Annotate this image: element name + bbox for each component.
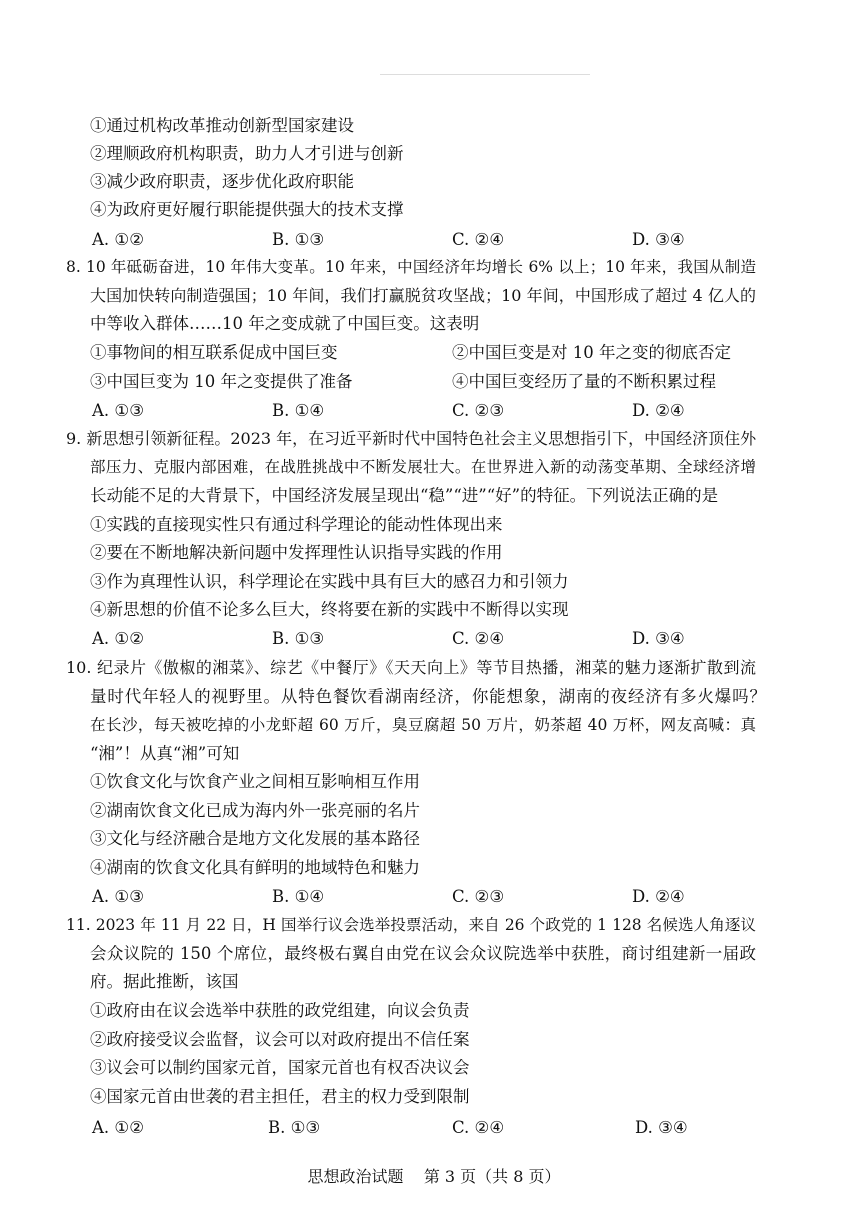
q7-item-4: ④为政府更好履行职能提供强大的技术支撑	[90, 200, 404, 219]
q10-option-c: C. ②③	[452, 887, 505, 906]
q10-option-a: A. ①③	[92, 887, 144, 906]
q9-stem-line-2: 部压力、克服内部困难，在战胜挑战中不断发展壮大。在世界进入新的动荡变革期、全球经济增	[90, 458, 756, 476]
q7-option-b: B. ①③	[272, 230, 325, 249]
q11-stem-line-2: 会众议院的 150 个席位，最终极右翼自由党在议会众议院选举中获胜，商讨组建新一届政	[90, 944, 756, 963]
q7-item-2: ②理顺政府机构职责，助力人才引进与创新	[90, 144, 404, 163]
q10-option-d: D. ②④	[632, 887, 685, 906]
top-divider	[380, 74, 590, 75]
q10-item-3: ③文化与经济融合是地方文化发展的基本路径	[90, 829, 420, 848]
q11-item-3: ③议会可以制约国家元首，国家元首也有权否决议会	[90, 1058, 470, 1077]
q9-stem-line-3: 长动能不足的大背景下，中国经济发展呈现出“稳”“进”“好”的特征。下列说法正确的是	[90, 486, 719, 505]
q8-stem-line-1: 8. 10 年砥砺奋进，10 年伟大变革。10 年来，中国经济年均增长 6% 以上；10 年来，我国从制造	[66, 258, 756, 276]
q11-option-b: B. ①③	[268, 1118, 321, 1137]
q11-stem-line-1: 11. 2023 年 11 月 22 日，H 国举行议会选举投票活动，来自 26 个政党的 1 128 名候选人角逐议	[66, 916, 756, 934]
q10-stem-line-3: 在长沙，每天被吃掉的小龙虾超 60 万斤，臭豆腐超 50 万片，奶茶超 40 万杯，网友高喊：真	[90, 716, 756, 734]
q11-option-a: A. ①②	[92, 1118, 144, 1137]
q10-stem-line-4: “湘”！从真“湘”可知	[90, 744, 240, 763]
q11-item-1: ①政府由在议会选举中获胜的政党组建，向议会负责	[90, 1001, 470, 1020]
q9-item-4: ④新思想的价值不论多么巨大，终将要在新的实践中不断得以实现	[90, 600, 569, 619]
q9-item-3: ③作为真理性认识，科学理论在实践中具有巨大的感召力和引领力	[90, 572, 569, 591]
q8-item-4: ④中国巨变经历了量的不断积累过程	[452, 372, 716, 391]
q7-option-d: D. ③④	[632, 230, 685, 249]
q8-item-2: ②中国巨变是对 10 年之变的彻底否定	[452, 343, 731, 362]
q7-item-3: ③减少政府职责，逐步优化政府职能	[90, 172, 354, 191]
q10-item-1: ①饮食文化与饮食产业之间相互影响相互作用	[90, 772, 420, 791]
q9-item-2: ②要在不断地解决新问题中发挥理性认识指导实践的作用	[90, 543, 503, 562]
q9-stem-line-1: 9. 新思想引领新征程。2023 年，在习近平新时代中国特色社会主义思想指引下，中国经济顶住外	[66, 429, 757, 448]
q8-option-c: C. ②③	[452, 401, 505, 420]
q9-option-d: D. ③④	[632, 629, 685, 648]
q8-stem-line-2: 大国加快转向制造强国；10 年间，我们打赢脱贫攻坚战；10 年间，中国形成了超过 4 亿人的	[90, 286, 756, 305]
q11-stem-line-3: 府。据此推断，该国	[90, 972, 239, 991]
q9-option-c: C. ②④	[452, 629, 505, 648]
q9-option-a: A. ①②	[92, 629, 144, 648]
q11-option-d: D. ③④	[635, 1118, 688, 1137]
q10-option-b: B. ①④	[272, 887, 325, 906]
q8-item-1: ①事物间的相互联系促成中国巨变	[90, 343, 338, 362]
q8-option-d: D. ②④	[632, 401, 685, 420]
q7-item-1: ①通过机构改革推动创新型国家建设	[90, 116, 354, 135]
q10-item-2: ②湖南饮食文化已成为海内外一张亮丽的名片	[90, 801, 420, 820]
q7-option-c: C. ②④	[452, 230, 505, 249]
q11-item-4: ④国家元首由世袭的君主担任，君主的权力受到限制	[90, 1087, 470, 1106]
q9-option-b: B. ①③	[272, 629, 325, 648]
q10-stem-line-2: 量时代年轻人的视野里。从特色餐饮看湖南经济，你能想象，湖南的夜经济有多火爆吗？	[90, 687, 766, 706]
q10-item-4: ④湖南的饮食文化具有鲜明的地域特色和魅力	[90, 858, 420, 877]
q8-option-b: B. ①④	[272, 401, 325, 420]
page-footer: 思想政治试题 第 3 页（共 8 页）	[307, 1167, 561, 1186]
q8-option-a: A. ①③	[92, 401, 144, 420]
q11-option-c: C. ②④	[452, 1118, 505, 1137]
q8-item-3: ③中国巨变为 10 年之变提供了准备	[90, 372, 353, 391]
q7-option-a: A. ①②	[92, 230, 144, 249]
q8-stem-line-3: 中等收入群体……10 年之变成就了中国巨变。这表明	[90, 314, 480, 333]
q11-item-2: ②政府接受议会监督，议会可以对政府提出不信任案	[90, 1030, 470, 1049]
q10-stem-line-1: 10. 纪录片《傲椒的湘菜》、综艺《中餐厅》《天天向上》等节目热播，湘菜的魅力逐渐扩散到流	[66, 658, 756, 677]
q9-item-1: ①实践的直接现实性只有通过科学理论的能动性体现出来	[90, 515, 503, 534]
